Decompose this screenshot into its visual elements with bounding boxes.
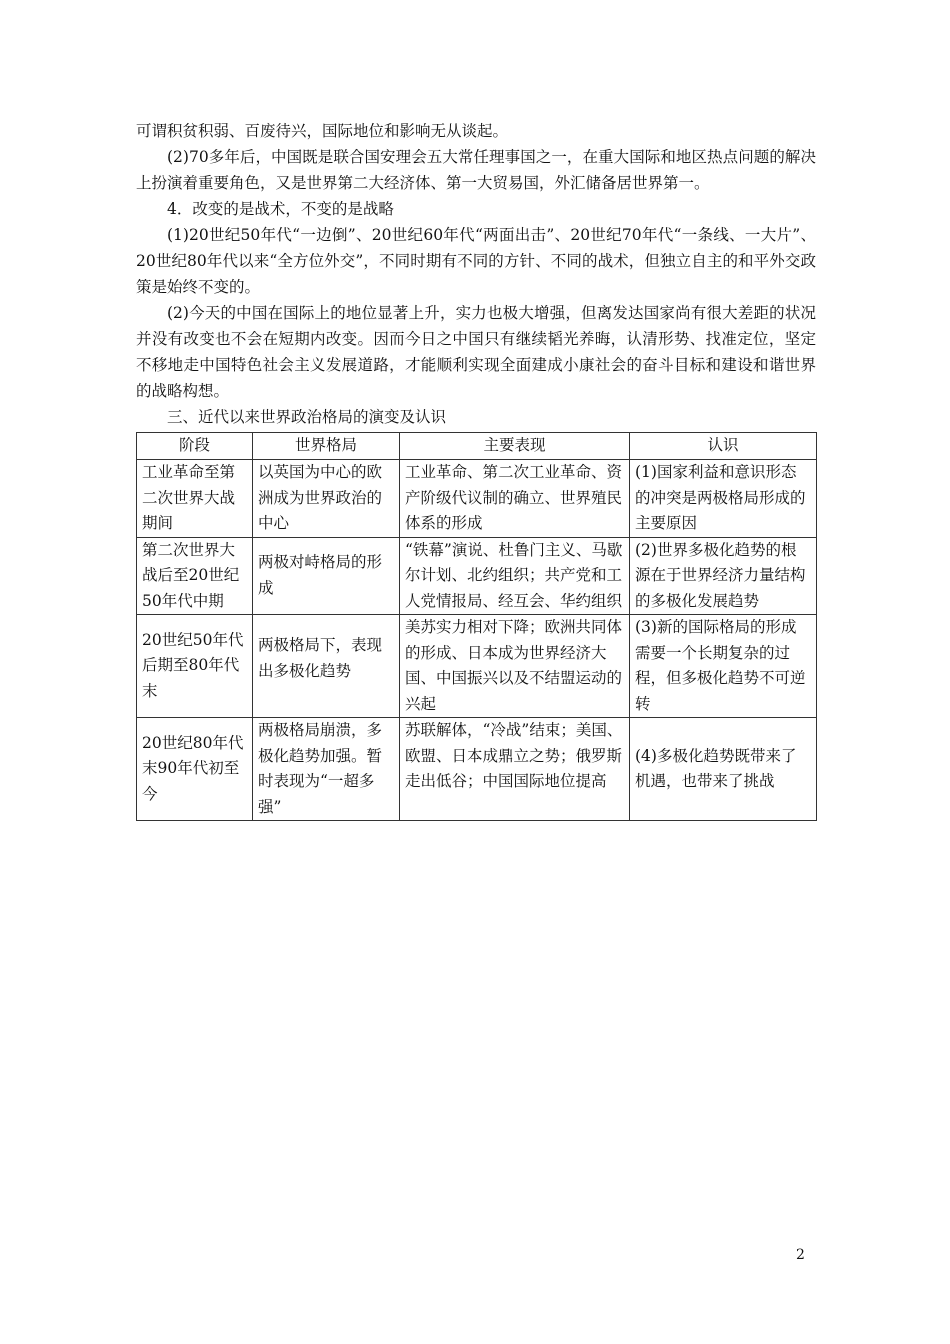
table-cell: 第二次世界大战后至20世纪50年代中期	[137, 537, 253, 615]
table-cell: 工业革命、第二次工业革命、资产阶级代议制的确立、世界殖民体系的形成	[400, 460, 630, 538]
table-cell: 两极格局下，表现出多极化趋势	[253, 615, 400, 718]
table-cell: (2)世界多极化趋势的根源在于世界经济力量结构的多极化发展趋势	[630, 537, 817, 615]
header-stage: 阶段	[137, 433, 253, 460]
table-cell: 两极对峙格局的形成	[253, 537, 400, 615]
paragraph-2: (2)70多年后，中国既是联合国安理会五大常任理事国之一，在重大国际和地区热点问题的解决上扮演着重要角色，又是世界第二大经济体、第一大贸易国，外汇储备居世界第一。	[136, 148, 816, 192]
paragraph-4: (2)今天的中国在国际上的地位显著上升，实力也极大增强，但离发达国家尚有很大差距的状况并没有改变也不会在短期内改变。因而今日之中国只有继续韬光养晦，认清形势、找准定位，坚定不移地走中国特色社会主义发展道路，才能顺利实现全面建成小康社会的奋斗目标和建设和谐世界的战略构想。	[136, 304, 816, 400]
table-cell: (3)新的国际格局的形成需要一个长期复杂的过程，但多极化趋势不可逆转	[630, 615, 817, 718]
table-cell: 工业革命至第二次世界大战期间	[137, 460, 253, 538]
table-row	[137, 718, 817, 821]
table-cell: 美苏实力相对下降；欧洲共同体的形成、日本成为世界经济大国、中国振兴以及不结盟运动的兴起	[400, 615, 630, 718]
table-cell: (4)多极化趋势既带来了机遇，也带来了挑战	[630, 718, 817, 821]
table-cell: 20世纪50年代后期至80年代末	[137, 615, 253, 718]
table-row	[137, 615, 817, 718]
table-cell: “铁幕”演说、杜鲁门主义、马歇尔计划、北约组织；共产党和工人党情报局、经互会、华约组织	[400, 537, 630, 615]
document-body	[136, 118, 816, 821]
table-header-row	[137, 433, 817, 460]
table-cell: 两极格局崩溃，多极化趋势加强。暂时表现为“一超多强”	[253, 718, 400, 821]
page-number: 2	[796, 1247, 805, 1263]
table-cell: 以英国为中心的欧洲成为世界政治的中心	[253, 460, 400, 538]
table-cell: (1)国家利益和意识形态的冲突是两极格局形成的主要原因	[630, 460, 817, 538]
political-pattern-table	[136, 432, 817, 821]
header-world-pattern: 世界格局	[253, 433, 400, 460]
paragraph-1: 可谓积贫积弱、百废待兴，国际地位和影响无从谈起。	[136, 122, 509, 140]
section-heading-3: 三、近代以来世界政治格局的演变及认识	[167, 408, 447, 426]
table-row	[137, 460, 817, 538]
header-main-features: 主要表现	[400, 433, 630, 460]
table-row	[137, 537, 817, 615]
section-heading-4: 4．改变的是战术，不变的是战略	[167, 200, 394, 218]
paragraph-3: (1)20世纪50年代“一边倒”、20世纪60年代“两面出击”、20世纪70年代“一条线、一大片”、20世纪80年代以来“全方位外交”，不同时期有不同的方针、不同的战术，但独立自主的和平外交政策是始终不变的。	[136, 226, 816, 296]
table-cell: 20世纪80年代末90年代初至今	[137, 718, 253, 821]
table-cell: 苏联解体，“冷战”结束；美国、欧盟、日本成鼎立之势；俄罗斯走出低谷；中国国际地位提高	[400, 718, 630, 821]
header-understanding: 认识	[630, 433, 817, 460]
